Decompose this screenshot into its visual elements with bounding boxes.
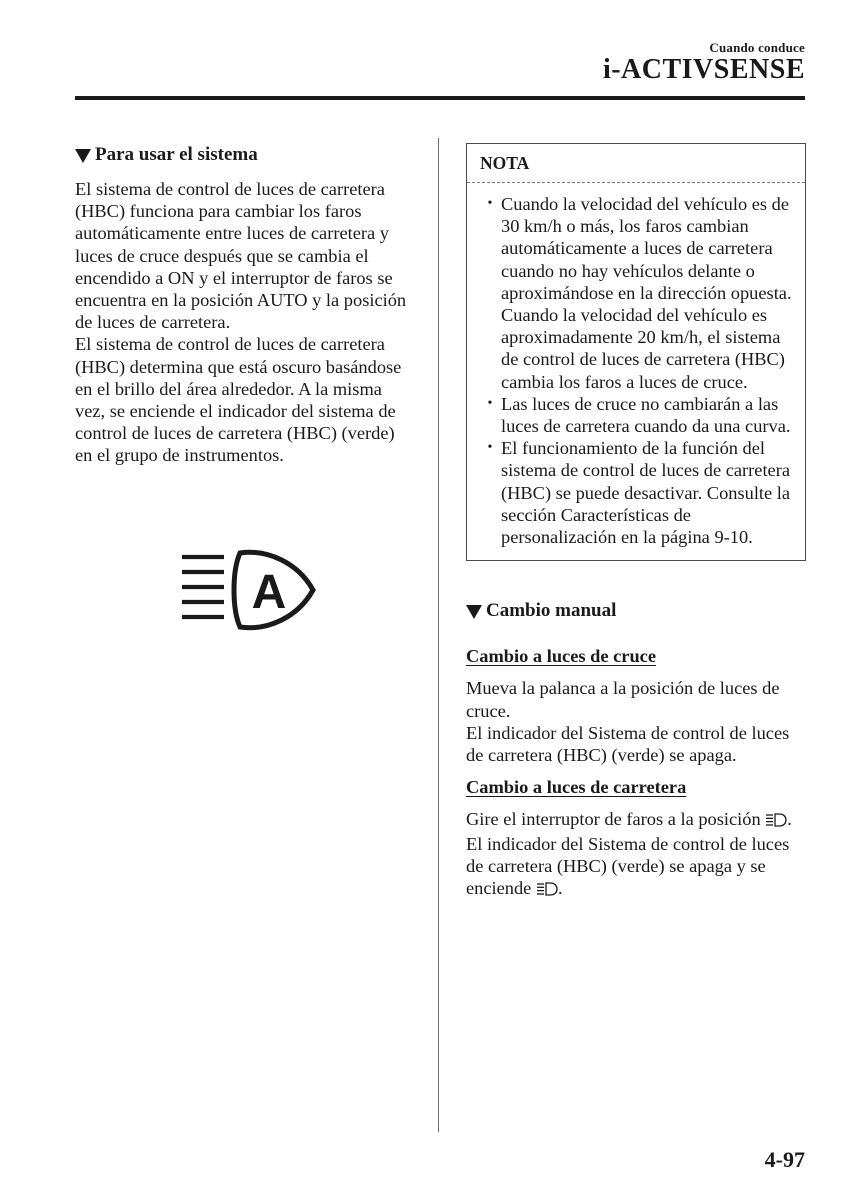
low-beam-line-1: Mueva la palanca a la posición de luces de cruce. bbox=[466, 678, 780, 721]
triangle-marker-icon bbox=[466, 605, 482, 619]
nota-item-3-line-1: El funcionamiento de la función del sistema de control de luces de carretera (HBC) se puede desactivar. Consulte la sección Características de personalización en la página 9-10. bbox=[501, 438, 791, 548]
section-heading-usage-text: Para usar el sistema bbox=[95, 143, 258, 165]
section-heading-manual-text: Cambio manual bbox=[486, 600, 617, 622]
manual-section bbox=[466, 599, 808, 901]
headlight-symbol-icon bbox=[765, 810, 787, 832]
high-beam-line-1 bbox=[466, 808, 808, 832]
usage-paragraph-2: El sistema de control de luces de carretera (HBC) determina que está oscuro basándose en el brillo del área alrededor. A la misma vez, se enciende el indicador del sistema de control de luces de carretera (HBC) (verde) en el grupo de instrumentos. bbox=[75, 334, 402, 466]
page-title: i-ACTIVSENSE bbox=[602, 54, 805, 85]
triangle-marker-icon bbox=[75, 149, 91, 163]
headlight-symbol-icon bbox=[536, 879, 558, 901]
usage-paragraph-1: El sistema de control de luces de carretera (HBC) funciona para cambiar los faros automáticamente entre luces de carretera y luces de cruce después que se cambia el encendido a ON y el interruptor de faros se encuentra en la posición AUTO y la posición de luces de carretera. bbox=[75, 179, 407, 333]
nota-item-1-line-2: Cuando la velocidad del vehículo es aproximadamente 20 km/h, el sistema de control de luces de carretera (HBC) cambia los faros a luces de cruce. bbox=[501, 305, 785, 392]
auto-high-beam-icon bbox=[180, 547, 320, 633]
nota-item bbox=[479, 437, 793, 548]
nota-item bbox=[479, 193, 793, 393]
section-heading-manual bbox=[466, 599, 808, 623]
bullet-icon: • bbox=[487, 196, 493, 211]
bullet-icon: • bbox=[487, 440, 493, 456]
low-beam-line-2: El indicador del Sistema de control de luces de carretera (HBC) (verde) se apaga. bbox=[466, 722, 790, 766]
nota-label: NOTA bbox=[467, 144, 805, 183]
nota-box bbox=[466, 143, 806, 561]
header-rule bbox=[75, 96, 805, 100]
nota-item-2-line-1: Las luces de cruce no cambiarán a las luces de carretera cuando da una curva. bbox=[501, 393, 791, 437]
high-beam-line-1-end: . bbox=[787, 809, 792, 830]
subheading-low-beam: Cambio a luces de cruce bbox=[466, 646, 657, 667]
column-divider bbox=[438, 138, 439, 1132]
subheading-high-beam: Cambio a luces de carretera bbox=[466, 777, 687, 798]
nota-item bbox=[479, 393, 793, 437]
high-beam-line-2 bbox=[466, 833, 808, 902]
high-beam-line-2-end: . bbox=[557, 878, 563, 899]
header-section-label: Cuando conduce bbox=[709, 40, 805, 55]
left-column bbox=[75, 143, 415, 467]
auto-letter: A bbox=[251, 566, 287, 619]
section-heading-usage bbox=[75, 143, 415, 167]
high-beam-line-1-text: Gire el interruptor de faros a la posición bbox=[466, 809, 761, 830]
bullet-icon: • bbox=[487, 395, 493, 411]
nota-item-1-line-1: Cuando la velocidad del vehículo es de 30 km/h o más, los faros cambian automáticamente a luces de carretera cuando no hay vehículos delante o aproximándose en la dirección opuesta. bbox=[501, 194, 792, 303]
high-beam-line-2-text: El indicador del Sistema de control de luces de carretera (HBC) (verde) se apaga y se enciende bbox=[466, 833, 790, 899]
page-number: 4-97 bbox=[764, 1147, 805, 1172]
right-column bbox=[466, 143, 808, 901]
